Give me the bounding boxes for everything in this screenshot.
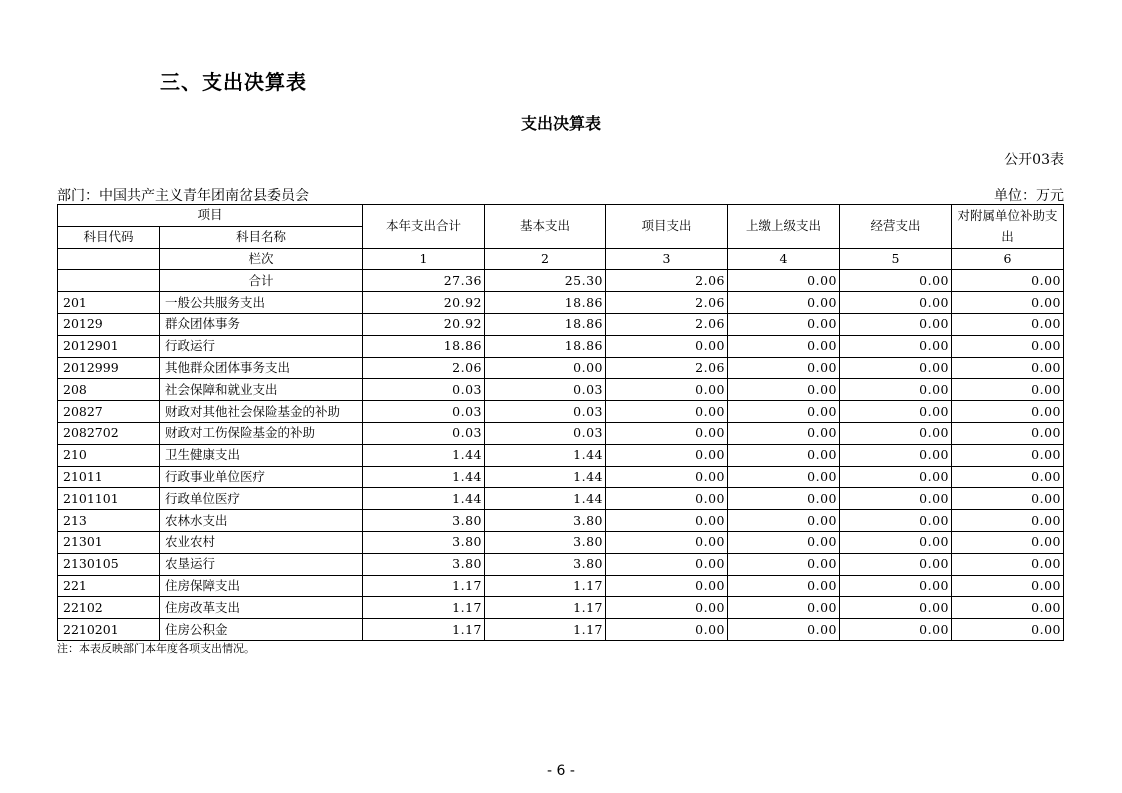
amount-cell: 0.00	[606, 422, 728, 444]
subject-name: 群众团体事务	[160, 313, 363, 335]
amount-cell: 0.00	[952, 422, 1064, 444]
amount-cell: 0.00	[952, 597, 1064, 619]
subject-code: 20827	[58, 401, 160, 423]
subject-code: 2082702	[58, 422, 160, 444]
table-row	[58, 401, 1064, 423]
amount-cell: 0.00	[840, 575, 952, 597]
header-project: 项目支出	[606, 205, 728, 249]
amount-cell: 0.00	[728, 444, 840, 466]
table-row	[58, 444, 1064, 466]
header-code: 科目代码	[58, 226, 160, 248]
subject-name: 一般公共服务支出	[160, 292, 363, 314]
subject-code: 2012901	[58, 335, 160, 357]
amount-cell: 2.06	[606, 313, 728, 335]
table-row	[58, 466, 1064, 488]
amount-cell: 0.00	[840, 357, 952, 379]
table-row	[58, 553, 1064, 575]
amount-cell: 2.06	[363, 357, 485, 379]
subject-name: 农业农村	[160, 531, 363, 553]
amount-cell: 0.00	[952, 357, 1064, 379]
table-row	[58, 292, 1064, 314]
amount-cell: 1.44	[485, 444, 606, 466]
amount-cell: 1.17	[363, 597, 485, 619]
table-row	[58, 510, 1064, 532]
amount-cell: 0.00	[606, 553, 728, 575]
amount-cell: 0.00	[840, 466, 952, 488]
subject-name: 行政单位医疗	[160, 488, 363, 510]
amount-cell: 18.86	[485, 313, 606, 335]
amount-cell: 2.06	[606, 292, 728, 314]
table-row	[58, 379, 1064, 401]
amount-cell: 0.00	[728, 619, 840, 641]
amount-cell: 0.00	[606, 597, 728, 619]
amount-cell: 0.03	[485, 422, 606, 444]
amount-cell: 0.00	[840, 531, 952, 553]
expenditure-table	[57, 204, 1064, 641]
subject-code: 20129	[58, 313, 160, 335]
amount-cell: 0.00	[606, 401, 728, 423]
amount-cell: 1.17	[485, 575, 606, 597]
amount-cell: 0.00	[840, 444, 952, 466]
amount-cell: 0.00	[728, 335, 840, 357]
amount-cell: 0.00	[952, 553, 1064, 575]
amount-cell: 0.00	[952, 313, 1064, 335]
header-subsidiary: 对附属单位补助支出	[952, 205, 1064, 249]
blank-cell	[58, 248, 160, 270]
subject-name: 农林水支出	[160, 510, 363, 532]
table-row	[58, 422, 1064, 444]
amount-cell: 0.00	[840, 510, 952, 532]
column-index: 1	[363, 248, 485, 270]
amount-cell: 0.00	[606, 575, 728, 597]
total-value: 2.06	[606, 270, 728, 292]
amount-cell: 0.00	[728, 313, 840, 335]
amount-cell: 18.86	[485, 335, 606, 357]
subject-name: 住房保障支出	[160, 575, 363, 597]
amount-cell: 0.00	[840, 488, 952, 510]
subject-code: 210	[58, 444, 160, 466]
amount-cell: 0.00	[728, 379, 840, 401]
column-index: 5	[840, 248, 952, 270]
amount-cell: 0.00	[728, 488, 840, 510]
header-item: 项目	[58, 205, 363, 227]
amount-cell: 0.00	[606, 619, 728, 641]
amount-cell: 18.86	[363, 335, 485, 357]
column-index: 3	[606, 248, 728, 270]
amount-cell: 1.44	[363, 466, 485, 488]
subject-code: 208	[58, 379, 160, 401]
amount-cell: 0.00	[840, 401, 952, 423]
amount-cell: 0.03	[485, 401, 606, 423]
amount-cell: 0.00	[728, 422, 840, 444]
amount-cell: 0.03	[363, 379, 485, 401]
subject-code: 2130105	[58, 553, 160, 575]
amount-cell: 0.03	[363, 422, 485, 444]
unit-label: 单位：万元	[994, 188, 1064, 204]
amount-cell: 0.00	[728, 466, 840, 488]
amount-cell: 0.00	[606, 335, 728, 357]
column-index-row	[58, 248, 1064, 270]
amount-cell: 18.86	[485, 292, 606, 314]
subject-code: 221	[58, 575, 160, 597]
subject-code: 201	[58, 292, 160, 314]
amount-cell: 3.80	[363, 531, 485, 553]
header-upper: 上缴上级支出	[728, 205, 840, 249]
total-value: 0.00	[952, 270, 1064, 292]
subject-name: 财政对其他社会保险基金的补助	[160, 401, 363, 423]
amount-cell: 0.00	[840, 292, 952, 314]
amount-cell: 1.44	[485, 488, 606, 510]
column-index-label: 栏次	[160, 248, 363, 270]
amount-cell: 1.17	[363, 575, 485, 597]
header-basic: 基本支出	[485, 205, 606, 249]
amount-cell: 2.06	[606, 357, 728, 379]
amount-cell: 0.00	[606, 444, 728, 466]
header-business: 经营支出	[840, 205, 952, 249]
amount-cell: 0.00	[485, 357, 606, 379]
amount-cell: 0.00	[840, 422, 952, 444]
table-row	[58, 597, 1064, 619]
amount-cell: 3.80	[485, 531, 606, 553]
amount-cell: 0.00	[952, 575, 1064, 597]
subject-code: 21011	[58, 466, 160, 488]
total-row	[58, 270, 1064, 292]
amount-cell: 3.80	[485, 553, 606, 575]
blank-cell	[58, 270, 160, 292]
table-title: 支出决算表	[520, 114, 601, 133]
table-row	[58, 335, 1064, 357]
amount-cell: 0.03	[485, 379, 606, 401]
amount-cell: 0.00	[840, 313, 952, 335]
subject-name: 住房公积金	[160, 619, 363, 641]
subject-name: 卫生健康支出	[160, 444, 363, 466]
header-name: 科目名称	[160, 226, 363, 248]
amount-cell: 0.00	[952, 292, 1064, 314]
subject-code: 2210201	[58, 619, 160, 641]
amount-cell: 1.17	[485, 597, 606, 619]
amount-cell: 0.00	[952, 531, 1064, 553]
section-title: 三、支出决算表	[160, 70, 307, 94]
amount-cell: 0.00	[952, 619, 1064, 641]
amount-cell: 3.80	[485, 510, 606, 532]
subject-code: 22102	[58, 597, 160, 619]
subject-name: 社会保障和就业支出	[160, 379, 363, 401]
amount-cell: 0.00	[840, 379, 952, 401]
amount-cell: 0.00	[840, 335, 952, 357]
amount-cell: 0.00	[840, 553, 952, 575]
amount-cell: 1.44	[363, 488, 485, 510]
table-row	[58, 531, 1064, 553]
amount-cell: 0.00	[840, 597, 952, 619]
table-note: 注：本表反映部门本年度各项支出情况。	[57, 642, 255, 655]
page-number: - 6 -	[547, 763, 575, 779]
amount-cell: 1.44	[485, 466, 606, 488]
amount-cell: 3.80	[363, 553, 485, 575]
total-value: 0.00	[728, 270, 840, 292]
column-index: 6	[952, 248, 1064, 270]
table-row	[58, 488, 1064, 510]
amount-cell: 0.00	[728, 553, 840, 575]
amount-cell: 0.00	[952, 401, 1064, 423]
amount-cell: 0.00	[606, 466, 728, 488]
amount-cell: 0.00	[952, 488, 1064, 510]
amount-cell: 0.03	[363, 401, 485, 423]
amount-cell: 0.00	[606, 379, 728, 401]
amount-cell: 0.00	[728, 597, 840, 619]
subject-name: 行政运行	[160, 335, 363, 357]
amount-cell: 0.00	[840, 619, 952, 641]
amount-cell: 0.00	[952, 335, 1064, 357]
column-index: 2	[485, 248, 606, 270]
subject-name: 农垦运行	[160, 553, 363, 575]
amount-cell: 0.00	[728, 575, 840, 597]
subject-code: 2012999	[58, 357, 160, 379]
subject-name: 财政对工伤保险基金的补助	[160, 422, 363, 444]
total-value: 0.00	[840, 270, 952, 292]
header-row-1	[58, 205, 1064, 227]
amount-cell: 1.17	[485, 619, 606, 641]
table-row	[58, 619, 1064, 641]
total-value: 27.36	[363, 270, 485, 292]
amount-cell: 0.00	[728, 510, 840, 532]
amount-cell: 0.00	[606, 531, 728, 553]
amount-cell: 0.00	[728, 531, 840, 553]
total-label: 合计	[160, 270, 363, 292]
subject-code: 213	[58, 510, 160, 532]
amount-cell: 0.00	[952, 510, 1064, 532]
amount-cell: 0.00	[728, 292, 840, 314]
subject-code: 2101101	[58, 488, 160, 510]
amount-cell: 20.92	[363, 313, 485, 335]
table-row	[58, 357, 1064, 379]
subject-name: 住房改革支出	[160, 597, 363, 619]
amount-cell: 0.00	[606, 488, 728, 510]
total-value: 25.30	[485, 270, 606, 292]
amount-cell: 3.80	[363, 510, 485, 532]
amount-cell: 0.00	[952, 466, 1064, 488]
amount-cell: 1.17	[363, 619, 485, 641]
amount-cell: 1.44	[363, 444, 485, 466]
table-row	[58, 575, 1064, 597]
amount-cell: 0.00	[606, 510, 728, 532]
amount-cell: 0.00	[952, 444, 1064, 466]
subject-name: 行政事业单位医疗	[160, 466, 363, 488]
header-total: 本年支出合计	[363, 205, 485, 249]
form-code: 公开03表	[1004, 152, 1064, 168]
amount-cell: 0.00	[728, 357, 840, 379]
subject-code: 21301	[58, 531, 160, 553]
table-row	[58, 313, 1064, 335]
amount-cell: 0.00	[728, 401, 840, 423]
subject-name: 其他群众团体事务支出	[160, 357, 363, 379]
column-index: 4	[728, 248, 840, 270]
department-label: 部门：中国共产主义青年团南岔县委员会	[57, 188, 309, 204]
amount-cell: 20.92	[363, 292, 485, 314]
amount-cell: 0.00	[952, 379, 1064, 401]
